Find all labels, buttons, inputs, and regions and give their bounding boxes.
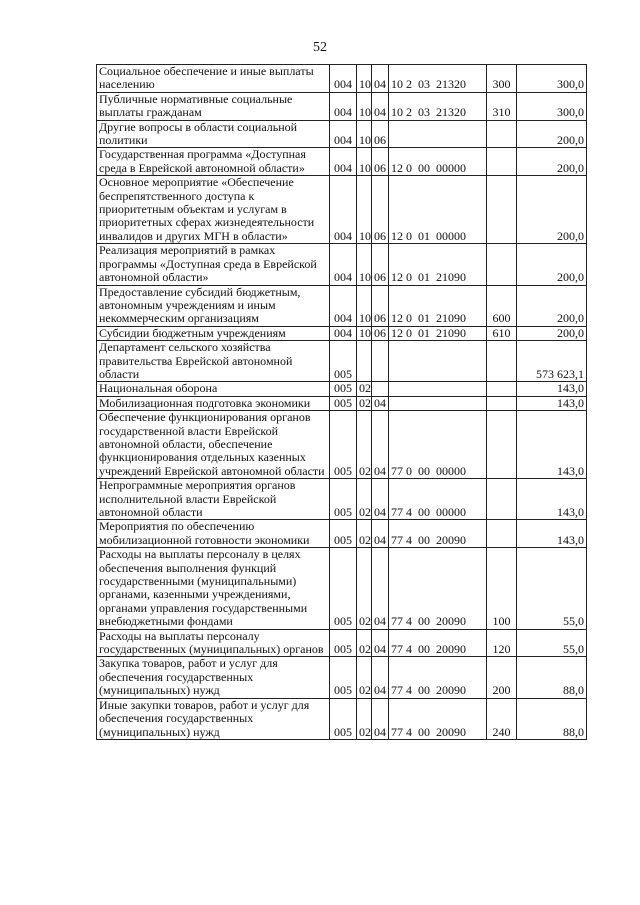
row-ved: 005 [330, 629, 357, 657]
row-csr: 77 4 00 20090 [389, 629, 487, 657]
row-vr: 310 [487, 92, 517, 120]
table-row [97, 479, 587, 520]
row-rz: 02 [357, 382, 372, 396]
row-rz: 02 [357, 657, 372, 698]
row-pr: 04 [372, 479, 389, 520]
row-pr: 06 [372, 285, 389, 326]
table-row [97, 176, 587, 244]
row-rz: 10 [357, 65, 372, 93]
row-rz: 10 [357, 244, 372, 285]
row-name: Обеспечение функционирования органов государственной власти Еврейской автономной области, обеспечение функционирования отдельных казенных учреждений Еврейской автономной области [97, 411, 330, 479]
row-name: Мероприятия по обеспечению мобилизационной готовности экономики [97, 520, 330, 548]
row-pr [372, 382, 389, 396]
row-name: Предоставление субсидий бюджетным, автономным учреждениям и иным некоммерческим организациям [97, 285, 330, 326]
row-amount: 55,0 [517, 629, 587, 657]
row-pr: 04 [372, 629, 389, 657]
row-rz: 02 [357, 629, 372, 657]
row-ved: 004 [330, 176, 357, 244]
row-ved: 004 [330, 244, 357, 285]
row-vr: 200 [487, 657, 517, 698]
row-vr [487, 120, 517, 148]
row-pr [372, 341, 389, 382]
row-ved: 004 [330, 326, 357, 340]
row-name: Государственная программа «Доступная среда в Еврейской автономной области» [97, 148, 330, 176]
table-row [97, 698, 587, 739]
row-vr: 240 [487, 698, 517, 739]
table-row [97, 411, 587, 479]
row-name: Субсидии бюджетным учреждениям [97, 326, 330, 340]
row-name: Расходы на выплаты персоналу государственных (муниципальных) органов [97, 629, 330, 657]
row-rz: 10 [357, 326, 372, 340]
row-amount: 143,0 [517, 520, 587, 548]
row-rz: 10 [357, 120, 372, 148]
row-pr: 06 [372, 148, 389, 176]
row-amount: 143,0 [517, 411, 587, 479]
page-number: 52 [313, 40, 327, 55]
row-name: Департамент сельского хозяйства правительства Еврейской автономной области [97, 341, 330, 382]
row-amount: 200,0 [517, 176, 587, 244]
row-name: Социальное обеспечение и иные выплаты населению [97, 65, 330, 93]
table-row [97, 396, 587, 410]
row-vr [487, 396, 517, 410]
table-row [97, 326, 587, 340]
row-csr [389, 341, 487, 382]
row-amount: 200,0 [517, 285, 587, 326]
row-name: Закупка товаров, работ и услуг для обеспечения государственных (муниципальных) нужд [97, 657, 330, 698]
row-name: Расходы на выплаты персоналу в целях обеспечения выполнения функций государственными (муниципальными) органами, казенными учреждениями, органами управления государственными внебюджетными фондами [97, 548, 330, 629]
row-amount: 200,0 [517, 148, 587, 176]
row-vr [487, 411, 517, 479]
row-vr [487, 520, 517, 548]
row-csr: 12 0 01 21090 [389, 285, 487, 326]
row-csr: 77 4 00 00000 [389, 479, 487, 520]
row-ved: 004 [330, 285, 357, 326]
budget-table [96, 64, 587, 740]
row-amount: 143,0 [517, 396, 587, 410]
row-pr: 06 [372, 176, 389, 244]
row-ved: 005 [330, 341, 357, 382]
row-pr: 06 [372, 326, 389, 340]
row-pr: 06 [372, 244, 389, 285]
table-row [97, 520, 587, 548]
table-row [97, 65, 587, 93]
row-ved: 004 [330, 148, 357, 176]
row-vr [487, 341, 517, 382]
table-row [97, 120, 587, 148]
row-amount: 300,0 [517, 92, 587, 120]
row-csr: 77 4 00 20090 [389, 520, 487, 548]
table-row [97, 92, 587, 120]
row-ved: 004 [330, 120, 357, 148]
row-amount: 200,0 [517, 120, 587, 148]
row-amount: 88,0 [517, 657, 587, 698]
row-vr [487, 148, 517, 176]
row-name: Непрограммные мероприятия органов исполнительной власти Еврейской автономной области [97, 479, 330, 520]
row-vr: 120 [487, 629, 517, 657]
row-pr: 04 [372, 548, 389, 629]
row-csr [389, 382, 487, 396]
row-csr: 12 0 01 21090 [389, 326, 487, 340]
row-ved: 005 [330, 548, 357, 629]
row-vr: 100 [487, 548, 517, 629]
row-name: Национальная оборона [97, 382, 330, 396]
row-amount: 55,0 [517, 548, 587, 629]
row-vr: 600 [487, 285, 517, 326]
row-pr: 04 [372, 520, 389, 548]
row-csr: 12 0 01 00000 [389, 176, 487, 244]
row-rz [357, 341, 372, 382]
row-ved: 005 [330, 698, 357, 739]
row-vr [487, 479, 517, 520]
row-pr: 04 [372, 411, 389, 479]
row-pr: 04 [372, 65, 389, 93]
row-amount: 300,0 [517, 65, 587, 93]
row-rz: 10 [357, 148, 372, 176]
row-vr [487, 244, 517, 285]
row-rz: 02 [357, 396, 372, 410]
row-ved: 004 [330, 92, 357, 120]
table-row [97, 382, 587, 396]
table-row [97, 657, 587, 698]
table-row [97, 244, 587, 285]
row-rz: 10 [357, 176, 372, 244]
row-rz: 10 [357, 92, 372, 120]
table-row [97, 548, 587, 629]
row-pr: 04 [372, 657, 389, 698]
row-csr: 77 4 00 20090 [389, 548, 487, 629]
row-csr: 77 4 00 20090 [389, 698, 487, 739]
row-rz: 10 [357, 285, 372, 326]
row-csr: 10 2 03 21320 [389, 92, 487, 120]
row-rz: 02 [357, 698, 372, 739]
row-csr: 12 0 01 21090 [389, 244, 487, 285]
row-csr: 77 4 00 20090 [389, 657, 487, 698]
row-vr [487, 176, 517, 244]
table-row [97, 148, 587, 176]
row-csr: 77 0 00 00000 [389, 411, 487, 479]
row-vr: 610 [487, 326, 517, 340]
row-amount: 143,0 [517, 479, 587, 520]
table-row [97, 341, 587, 382]
row-vr [487, 382, 517, 396]
row-amount: 200,0 [517, 244, 587, 285]
row-name: Мобилизационная подготовка экономики [97, 396, 330, 410]
row-name: Реализация мероприятий в рамках программы «Доступная среда в Еврейской автономной области» [97, 244, 330, 285]
row-amount: 143,0 [517, 382, 587, 396]
row-pr: 04 [372, 698, 389, 739]
budget-table-body [97, 65, 587, 740]
row-name: Иные закупки товаров, работ и услуг для обеспечения государственных (муниципальных) нужд [97, 698, 330, 739]
row-csr [389, 396, 487, 410]
row-pr: 04 [372, 92, 389, 120]
row-csr [389, 120, 487, 148]
row-amount: 200,0 [517, 326, 587, 340]
table-row [97, 629, 587, 657]
row-csr: 12 0 00 00000 [389, 148, 487, 176]
row-csr: 10 2 03 21320 [389, 65, 487, 93]
row-rz: 02 [357, 479, 372, 520]
row-ved: 004 [330, 65, 357, 93]
row-name: Публичные нормативные социальные выплаты гражданам [97, 92, 330, 120]
row-ved: 005 [330, 520, 357, 548]
row-name: Основное мероприятие «Обеспечение беспрепятственного доступа к приоритетным объектам и услугам в приоритетных сферах жизнедеятельности инвалидов и других МГН в области» [97, 176, 330, 244]
row-rz: 02 [357, 411, 372, 479]
row-ved: 005 [330, 396, 357, 410]
row-name: Другие вопросы в области социальной политики [97, 120, 330, 148]
row-pr: 06 [372, 120, 389, 148]
row-pr: 04 [372, 396, 389, 410]
row-rz: 02 [357, 520, 372, 548]
row-amount: 88,0 [517, 698, 587, 739]
row-vr: 300 [487, 65, 517, 93]
row-ved: 005 [330, 479, 357, 520]
row-rz: 02 [357, 548, 372, 629]
row-ved: 005 [330, 382, 357, 396]
row-ved: 005 [330, 411, 357, 479]
row-amount: 573 623,1 [517, 341, 587, 382]
table-row [97, 285, 587, 326]
row-ved: 005 [330, 657, 357, 698]
